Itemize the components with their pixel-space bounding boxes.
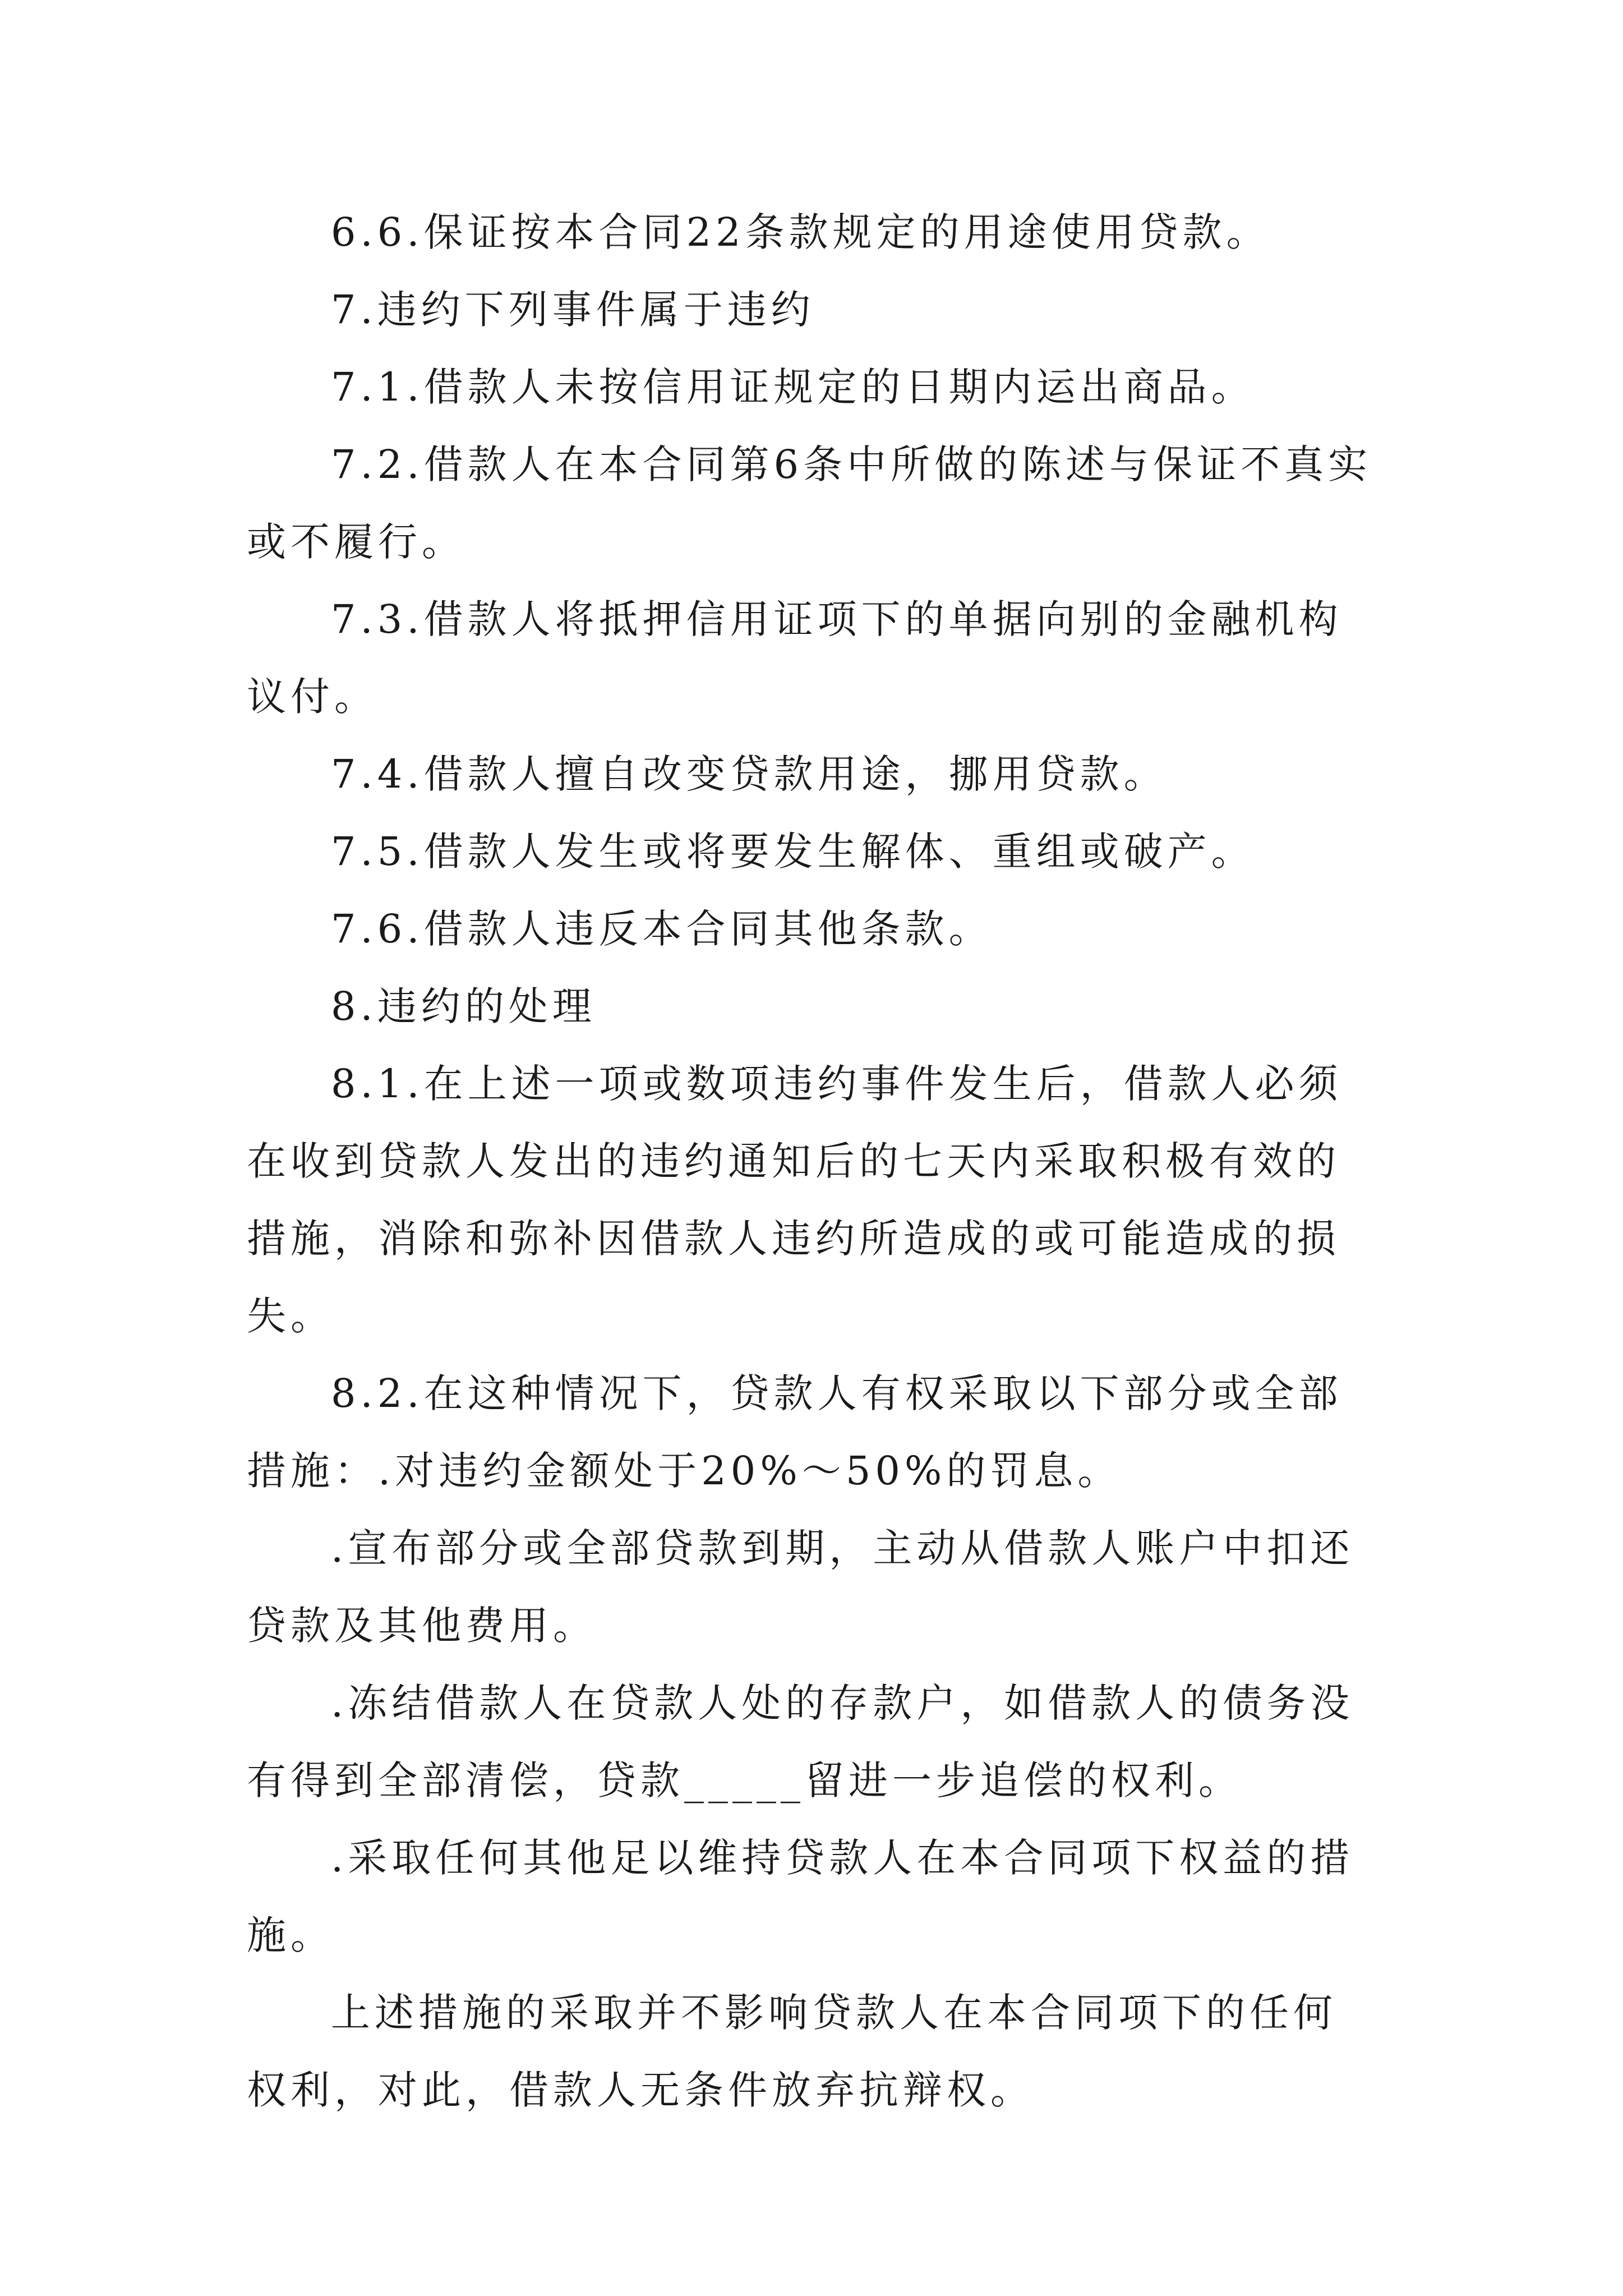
clause-8-2-item-declare: .宣布部分或全部贷款到期，主动从借款人账户中扣还贷款及其他费用。 <box>247 1525 1354 1649</box>
clause-7-heading: 7.违约下列事件属于违约 <box>331 287 815 333</box>
clause-7-3: 7.3.借款人将抵押信用证项下的单据向别的金融机构议付。 <box>247 596 1343 720</box>
clause-7-1: 7.1.借款人未按信用证规定的日期内运出商品。 <box>331 364 1255 410</box>
clause-7-6: 7.6.借款人违反本合同其他条款。 <box>331 906 993 952</box>
clause-8-2: 8.2.在这种情况下，贷款人有权采取以下部分或全部措施：.对违约金额处于20%～50%的罚息。 <box>247 1370 1343 1494</box>
closing-paragraph: 上述措施的采取并不影响贷款人在本合同项下的任何权利，对此，借款人无条件放弃抗辩权。 <box>247 1990 1337 2113</box>
clause-8-2-item-freeze: .冻结借款人在贷款人处的存款户，如借款人的债务没有得到全部清偿，贷款_____留进一步追偿的权利。 <box>247 1680 1354 1803</box>
clause-7-2: 7.2.借款人在本合同第6条中所做的陈述与保证不真实或不履行。 <box>247 441 1372 565</box>
clause-8-1: 8.1.在上述一项或数项违约事件发生后，借款人必须在收到贷款人发出的违约通知后的七天内采取积极有效的措施，消除和弥补因借款人违约所造成的或可能造成的损失。 <box>247 1061 1343 1339</box>
clause-6-6: 6.6.保证按本合同22条款规定的用途使用贷款。 <box>331 209 1270 255</box>
clause-7-5: 7.5.借款人发生或将要发生解体、重组或破产。 <box>331 829 1255 875</box>
clause-8-2-item-other: .采取任何其他足以维持贷款人在本合同项下权益的措施。 <box>247 1835 1354 1958</box>
clause-7-4: 7.4.借款人擅自改变贷款用途，挪用贷款。 <box>331 751 1168 797</box>
clause-8-heading: 8.违约的处理 <box>331 983 596 1029</box>
document-body <box>247 194 1380 2129</box>
